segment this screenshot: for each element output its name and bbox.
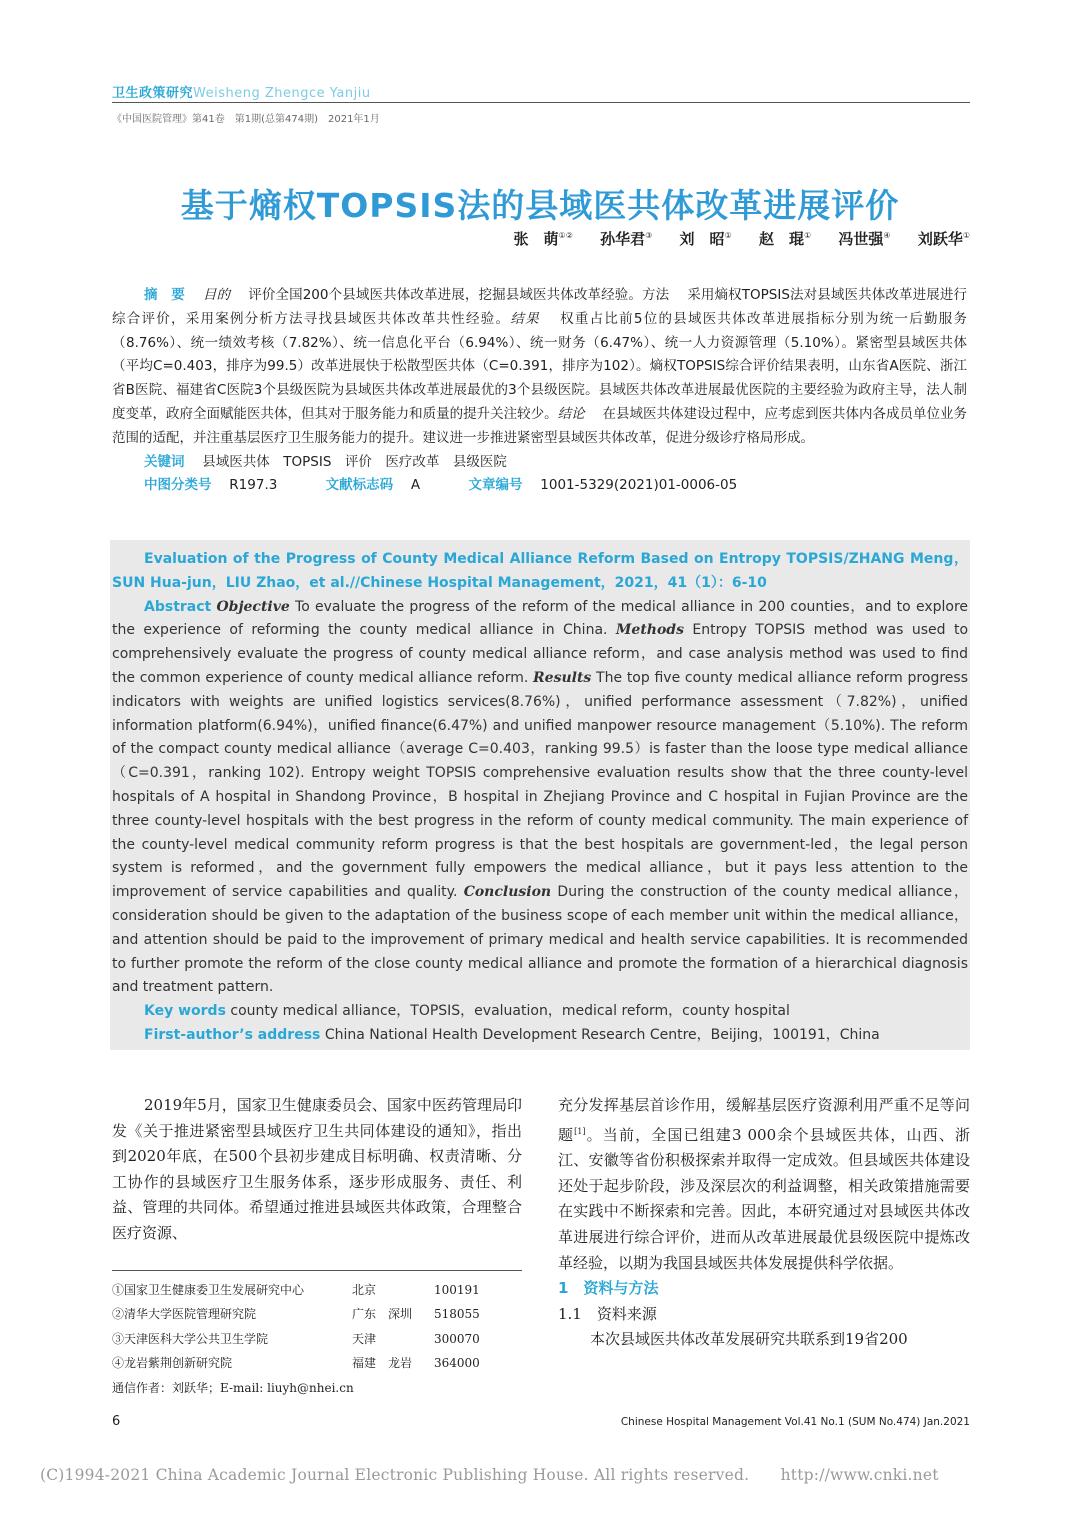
article-no-value: 1001-5329(2021)01-0006-05 <box>540 477 738 494</box>
intro-continued: 充分发挥基层首诊作用，缓解基层医疗资源利用严重不足等问题[1]。当前，全国已组建3 000余个县域医共体，山西、浙江、安徽等省份积极探索并取得一定成效。但县域医共体建设还处于起步阶段，涉及深层次的利益调整，相关政策措施需要在实践中不断探索和完善。因此，本研究通过对县域医共体改革进展进行综合评价，进而从改革进展最优县级医院中提炼改革经验，以期为我国县域医共体发展提供科学依据。 <box>558 1096 970 1272</box>
doc-code-label: 文献标志码 <box>325 477 394 494</box>
en-methods-label: Methods <box>615 622 684 639</box>
footnote-row: ①国家卫生健康委卫生发展研究中心 北京 100191 <box>112 1283 480 1297</box>
section-heading: 1 资料与方法 <box>558 1279 659 1298</box>
subsection-heading: 1.1 资料来源 <box>558 1304 657 1323</box>
clc-value: R197.3 <box>229 477 278 494</box>
issue-line: 《中国医院管理》第41卷 第1期(总第474期) 2021年1月 <box>112 114 380 125</box>
doc-code-value: A <box>410 477 421 494</box>
en-results-label: Results <box>533 669 592 686</box>
clc-label: 中图分类号 <box>144 477 212 494</box>
header-rule <box>112 102 970 103</box>
en-conclusion-label: Conclusion <box>463 884 552 901</box>
footnote-row: ③天津医科大学公共卫生学院 天津 300070 <box>112 1331 480 1346</box>
body-left-column <box>112 1093 522 1247</box>
en-abstract-label: Abstract <box>144 598 212 615</box>
en-address-row <box>112 1024 968 1048</box>
english-abstract-body <box>112 596 968 1001</box>
en-keywords-row <box>112 1000 968 1024</box>
results-text: 权重占比前5位的县域医共体改革进展指标分别为统一后勤服务（8.76%）、统一绩效考核（7.82%）、统一信息化平台（6.94%）、统一财务（6.47%）、统一人力资源管理（5.10%）。紧密型县域医共体（平均C=0.403，排序为99.5）改革进展快于松散型医共体（C=0.391，排序为102）。熵权TOPSIS综合评价结果表明，山东省A医院、浙江省B医院、福建省C医院3个县级医院为县域医共体改革进展最优的3个县级医院。县域医共体改革进展最优医院的主要经验为政府主导，法人制度变革，政府全面赋能医共体，但其对于服务能力和质量的提升关注较少。 <box>112 310 968 422</box>
author: 刘跃华① <box>917 230 970 248</box>
corresponding-author: 通信作者：刘跃华；E-mail: liuyh@nhei.cn <box>112 1380 354 1395</box>
author: 冯世强④ <box>838 230 891 248</box>
body-right-column <box>558 1093 970 1353</box>
conclusion-label: 结论 <box>557 405 585 422</box>
intro-paragraph: 2019年5月，国家卫生健康委员会、国家中医药管理局印发《关于推进紧密型县域医疗卫生共同体建设的通知》，指出到2020年底，在500个县初步建成目标明确、权责清晰、分工协作的县域医疗卫生服务体系，逐步形成服务、责任、利益、管理的共同体。希望通过推进县域医共体政策，合理整合医疗资源、 <box>112 1096 522 1242</box>
author: 张 萌①② <box>513 230 573 248</box>
chinese-abstract <box>112 284 967 498</box>
methods-text: 采用熵权TOPSIS法对县域医共体改革进展进行综合评价，采用案例分析方法寻找县域医共体改革共性经验。 <box>112 287 968 327</box>
keywords-label: 关键词 <box>144 453 185 470</box>
author: 孙华君③ <box>600 230 653 248</box>
section-text: 本次县域医共体改革发展研究共联系到19省200 <box>590 1330 908 1349</box>
en-conclusion-text: During the construction of the county medical alliance，consideration should be given to the adaptation of the business scope of each member unit within the medical alliance，and attention should be paid to the improvement of primary medical and health service capabilities. It is recommended to further promote the reform of the close county medical alliance and promote the formation of a hierarchical diagnosis and treatment pattern. <box>112 884 968 996</box>
conclusion-text: 在县域医共体建设过程中，应考虑到医共体内各成员单位业务范围的适配，并注重基层医疗卫生服务能力的提升。建议进一步推进紧密型县域医共体改革，促进分级诊疗格局形成。 <box>112 405 968 446</box>
en-objective-label: Objective <box>216 598 290 615</box>
affiliation-footnotes <box>112 1278 522 1400</box>
footnote-row: ④龙岩紫荆创新研究院 福建 龙岩 364000 <box>112 1356 480 1371</box>
en-objective-text: To evaluate the progress of the reform of the medical alliance in 200 counties，and to explore the experience of reforming the county medical alliance in China. <box>112 598 969 639</box>
footer-journal: Chinese Hospital Management Vol.41 No.1 (SUM No.474) Jan.2021 <box>620 1416 970 1428</box>
chinese-abstract-body <box>112 284 967 451</box>
page-number: 6 <box>112 1414 121 1429</box>
author: 赵 琨① <box>758 230 812 248</box>
keywords-text: 县域医共体 TOPSIS 评价 医疗改革 县级医院 <box>202 453 507 470</box>
en-keywords-label: Key words <box>144 1003 226 1020</box>
en-keywords-text: county medical alliance，TOPSIS，evaluation，medical reform，county hospital <box>230 1003 790 1020</box>
methods-label: 方法 <box>641 287 670 303</box>
copyright-watermark: (C)1994-2021 China Academic Journal Electronic Publishing House. All rights reserved. http://www.cnki.net <box>40 1466 939 1484</box>
journal-name-pinyin: Weisheng Zhengce Yanjiu <box>193 86 371 101</box>
classification-row <box>112 474 967 498</box>
footnote-rule <box>112 1270 522 1271</box>
purpose-label: 目的 <box>202 287 231 303</box>
keywords-row <box>112 451 967 475</box>
journal-name <box>112 82 371 101</box>
english-abstract-box <box>110 540 970 1050</box>
article-title: 基于熵权TOPSIS法的县域医共体改革进展评价 <box>180 186 900 225</box>
abstract-label: 摘 要 <box>144 287 185 303</box>
english-citation: Evaluation of the Progress of County Medical Alliance Reform Based on Entropy TOPSIS/ZHANG Meng，SUN Hua-jun，LIU Zhao，et al.//Chinese Hospital Management，2021，41（1）：6-10 <box>112 551 968 591</box>
journal-name-cn: 卫生政策研究 <box>112 86 194 101</box>
reference-marker: [1] <box>574 1126 586 1136</box>
en-results-text: The top five county medical alliance reform progress indicators with weights are unified logistics services(8.76%)，unified performance assessment（7.82%)，unified information platform(6.94%)，unified finance(6.47%) and unified manpower resource management（5.10%). The reform of the compact county medical alliance（average C=0.403，ranking 99.5）is faster than the loose type medical alliance（C=0.391，ranking 102). Entropy weight TOPSIS comprehensive evaluation results show that the three county-level hospitals of A hospital in Shandong Province，B hospital in Zhejiang Province and C hospital in Fujian Province are the three county-level hospitals with the best progress in the reform of county medical community. The main experience of the county-level medical community reform progress is that the best hospitals are government-led，the legal person system is reformed，and the government fully empowers the medical alliance，but it pays less attention to the improvement of service capabilities and quality. <box>112 669 968 901</box>
en-address-label: First-author’s address <box>144 1026 321 1043</box>
en-methods-text: Entropy TOPSIS method was used to comprehensively evaluate the progress of county medical alliance reform，and case analysis method was used to find the common experience of county medical alliance reform. <box>112 622 969 686</box>
footnote-row: ②清华大学医院管理研究院 广东 深圳 518055 <box>112 1307 480 1322</box>
purpose-text: 评价全国200个县域医共体改革进展，挖掘县域医共体改革经验。 <box>248 287 642 303</box>
results-label: 结果 <box>510 310 540 327</box>
en-address-text: China National Health Development Research Centre，Beijing，100191，China <box>324 1026 880 1043</box>
article-no-label: 文章编号 <box>468 477 523 494</box>
author: 刘 昭① <box>679 230 732 248</box>
author-list <box>492 228 970 249</box>
